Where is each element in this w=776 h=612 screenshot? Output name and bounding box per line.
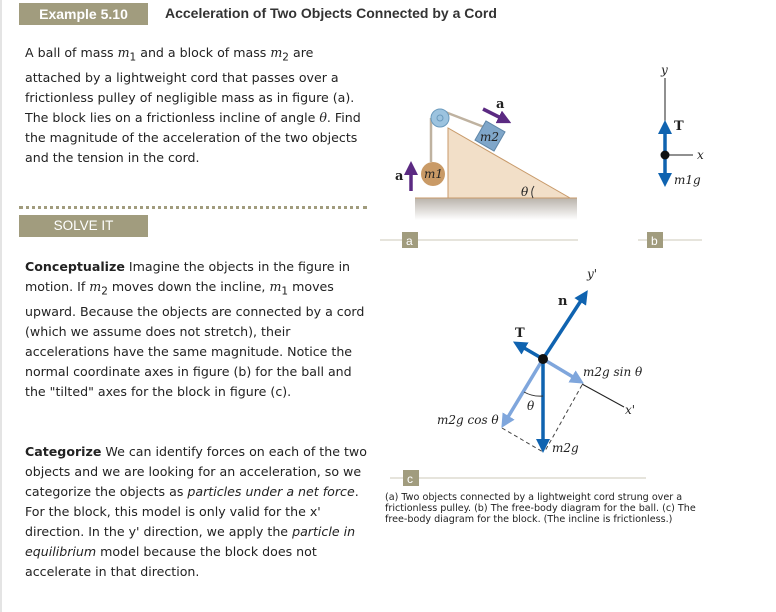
x-axis-label: x <box>697 148 704 162</box>
sub: 2 <box>282 51 289 64</box>
var-theta: θ <box>319 109 327 125</box>
ball-dot <box>661 151 670 160</box>
example-badge: Example 5.10 <box>19 3 148 25</box>
weight-label: m1g <box>674 173 701 187</box>
x-prime-label: x' <box>625 403 636 417</box>
y-axis-label: y <box>661 63 668 77</box>
heading: Categorize <box>25 444 102 459</box>
var-m: m <box>117 45 130 60</box>
var-m: m <box>89 279 102 294</box>
text: A ball of mass <box>25 45 118 60</box>
text: moves down the incline, <box>107 279 270 294</box>
solve-it-badge: SOLVE IT <box>19 215 148 237</box>
figure-c-block-fbd <box>437 267 643 455</box>
normal-label: n <box>558 294 568 309</box>
theta-label: θ <box>521 185 529 199</box>
m2-label: m2 <box>480 130 500 144</box>
block-dot <box>538 354 548 364</box>
tension-label: T <box>674 119 684 134</box>
accel-label: a <box>395 169 404 184</box>
figure-a-incline <box>395 97 577 220</box>
badge-c-label: c <box>407 472 413 486</box>
sub: 1 <box>129 51 137 64</box>
text: moves upward. Because the objects are connected by a cord (which we assume does not stretch), their accelerations have the same magnitude. Notice the normal coordinate axes in figure (b) for the ball and the "tilted" axes for the block in figure (c). <box>25 279 365 399</box>
text: are attached by a lightweight cord that passes over a frictionless pulley of negligible mass as in figure (a). The block lies on a frictionless incline of angle <box>25 45 355 125</box>
text: model because the block does not accelerate in that direction. <box>25 544 317 579</box>
weight-label: m2g <box>552 441 579 455</box>
sub: 1 <box>281 285 289 298</box>
heading: Conceptualize <box>25 259 125 274</box>
sin-component-label: m2g sin θ <box>583 365 643 379</box>
sub: 2 <box>101 285 108 298</box>
incline <box>448 128 570 198</box>
theta-label: θ <box>527 399 535 413</box>
m1-label: m1 <box>424 167 444 181</box>
emphasis: particles under a net force <box>187 484 355 499</box>
emphasis: particle in equilibrium <box>25 524 356 559</box>
badge-b-label: b <box>651 234 658 248</box>
x-prime-axis <box>582 384 624 407</box>
pulley <box>431 109 449 127</box>
text: . Find the magnitude of the acceleration of the two objects and the tension in the cord. <box>25 109 361 165</box>
ground <box>415 198 577 220</box>
accel-label: a <box>496 97 505 112</box>
text: We can identify forces on each of the two objects and we are looking for an acceleration, so we categorize the objects as <box>25 444 367 499</box>
figure-b-ball-fbd <box>660 63 704 187</box>
var-m: m <box>270 45 283 60</box>
cos-component-label: m2g cos θ <box>437 413 499 427</box>
sin-component-arrow <box>543 359 578 380</box>
badge-a-label: a <box>406 234 413 248</box>
var-m: m <box>269 279 282 294</box>
text: Imagine the objects in the figure in motion. If <box>25 259 351 294</box>
text: and a block of mass <box>136 45 271 60</box>
example-title: Acceleration of Two Objects Connected by a Cord <box>165 5 497 21</box>
cos-component-arrow <box>505 359 543 422</box>
text: . For the block, this model is only valid for the x' direction. In the y' direction, we apply the <box>25 484 359 539</box>
figure-caption: (a) Two objects connected by a lightweight cord strung over a frictionless pulley. (b) The free-body diagram for the ball. (c) The free-body diagram for the block. (The incline is frictionless.) <box>385 492 696 525</box>
tension-label: T <box>515 326 525 341</box>
y-prime-label: y' <box>587 267 598 281</box>
